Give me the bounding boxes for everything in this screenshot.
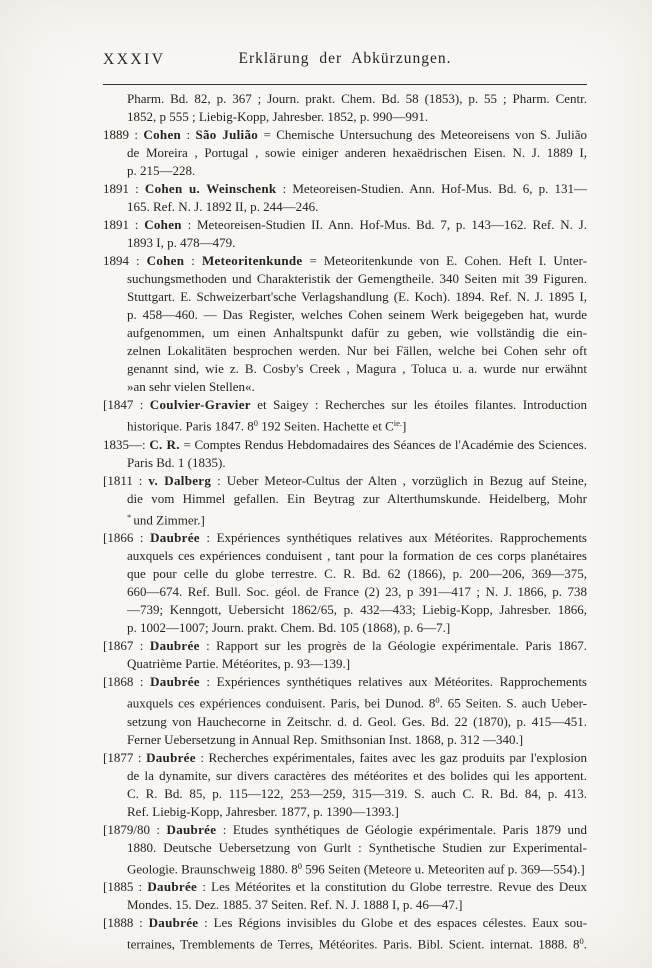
entry-line: 165. Ref. N. J. 1892 II, p. 244—246.	[127, 199, 319, 214]
header-rule	[103, 84, 587, 85]
entry-line: [1885 : Daubrée : Les Météorites et la constitution du Globe terrestre. Revue des Deux	[103, 879, 587, 894]
entry-line: aufgenommen, um einen Anhaltspunkt dafür zu geben, wie vollständig die ein-	[127, 325, 587, 340]
entry-line: Pharm. Bd. 82, p. 367 ; Journ. prakt. Chem. Bd. 58 (1853), p. 55 ; Pharm. Centr.	[127, 91, 587, 106]
bibliography-entry	[103, 396, 587, 436]
entry-line: [1879/80 : Daubrée : Etudes synthétiques de Géologie expérimentale. Paris 1879 und	[103, 821, 587, 837]
bibliography-entry	[103, 436, 587, 472]
entry-line: Quatrième Partie. Météorites, p. 93—139.]	[127, 656, 351, 671]
entry-line: [1867 : Daubrée : Rapport sur les progrès de la Géologie expérimentale. Paris 1867.	[103, 638, 587, 653]
entry-line: 1889 : Cohen : São Julião = Chemische Untersuchung des Meteoreisens von S. Julião	[103, 127, 587, 142]
entry-line: 660—674. Ref. Bull. Soc. géol. de France (2) 23, p 391—417 ; N. J. 1866, p. 738	[127, 584, 587, 599]
entry-line: auxquels ces expériences conduisent , tant pour la formation de ces corps planétaires	[127, 548, 587, 563]
entry-line: terraines, Tremblements de Terres, Météorites. Paris. Bibl. Scient. internat. 1888. $8^0$.	[127, 936, 587, 952]
entry-line: Paris Bd. 1 (1835).	[127, 454, 226, 470]
bibliography-entries	[103, 90, 587, 954]
entry-line: [1888 : Daubrée : Les Régions invisibles du Globe et des espaces célestes. Eaux sou-	[103, 915, 587, 930]
page-title: Erklärung der Abkürzungen.	[238, 50, 452, 67]
entry-line: que pour celle du globe terrestre. C. R. Bd. 62 (1866), p. 200—206, 369—375,	[127, 566, 587, 581]
bibliography-entry	[103, 252, 587, 396]
entry-line: [1877 : Daubrée : Recherches expérimentales, faites avec les gaz produits par l'explosion	[103, 749, 587, 765]
entry-line: [1866 : Daubrée : Expériences synthétiques relatives aux Météorites. Rapprochements	[103, 530, 587, 545]
bibliography-entry	[103, 637, 587, 673]
bibliography-entry	[103, 216, 587, 252]
entry-line: [1811 : v. Dalberg : Ueber Meteor-Cultus der Alten , vorzüglich in Bezug auf Steine,	[103, 472, 587, 488]
entry-line: 1891 : Cohen : Meteoreisen-Studien II. Ann. Hof-Mus. Bd. 7, p. 143—162. Ref. N. J.	[103, 217, 587, 232]
entry-line: 1852, p 555 ; Liebig-Kopp, Jahresber. 1852, p. 990—991.	[127, 109, 429, 124]
bibliography-entry	[103, 673, 587, 749]
entry-line: de la dynamite, sur divers caractères des météorites et des bolides qui les apportent.	[127, 767, 587, 783]
entry-line: Stuttgart. E. Schweizerbart'sche Verlagshandlung (E. Koch). 1894. Ref. N. J. 1895 I,	[127, 289, 587, 304]
entry-line: historique. Paris 1847. $8^0$ 192 Seiten. Hachette et $C^{ie.}$]	[127, 418, 407, 434]
entry-line: genannt sind, wie z. B. Cosby's Creek , Magura , Toluca u. a. wurde nur erwähnt	[127, 361, 587, 376]
entry-line: p. 1002—1007; Journ. prakt. Chem. Bd. 105 (1868), p. 6—7.]	[127, 620, 451, 635]
entry-line: * und Zimmer.]	[127, 511, 205, 527]
entry-line: Ref. Liebig-Kopp, Jahresber. 1877, p. 1390—1393.]	[127, 803, 399, 819]
entry-line: zelnen Lokalitäten besprochen werden. Nur bei Fällen, welche bei Cohen sehr oft	[127, 343, 587, 358]
bibliography-entry	[103, 472, 587, 530]
bibliography-entry	[103, 180, 587, 216]
entry-line: 1893 I, p. 478—479.	[127, 235, 236, 250]
entry-line: p. 215—228.	[127, 163, 196, 178]
entry-line: Ferner Uebersetzung in Annual Rep. Smithsonian Inst. 1868, p. 312 —340.]	[127, 731, 524, 747]
page-number: XXXIV	[103, 51, 166, 68]
bibliography-entry	[103, 878, 587, 914]
bibliography-entry	[103, 529, 587, 637]
entry-line: 1880. Deutsche Uebersetzung von Gurlt : Synthetische Studien zur Experimental-	[127, 839, 587, 855]
entry-line: die vom Himmel gefallen. Ein Beytrag zur Alterthumskunde. Heidelberg, Mohr	[127, 490, 587, 506]
page-header	[103, 50, 587, 76]
entry-line: setzung von Hauchecorne in Zeitschr. d. d. Geol. Ges. Bd. 22 (1870), p. 415—451.	[127, 713, 587, 729]
entry-line: [1868 : Daubrée : Expériences synthétiques relatives aux Météorites. Rapprochements	[103, 674, 587, 689]
bibliography-entry	[103, 749, 587, 821]
entry-line: Geologie. Braunschweig 1880. $8^0$ 596 Seiten (Meteore u. Meteoriten auf p. 369—554).]	[127, 860, 585, 876]
entry-line: 1891 : Cohen u. Weinschenk : Meteoreisen-Studien. Ann. Hof-Mus. Bd. 6, p. 131—	[103, 181, 587, 196]
bibliography-entry	[103, 914, 587, 954]
entry-line: de Moreira , Portugal , sowie einiger anderen hexaëdrischen Eisen. N. J. 1889 I,	[127, 145, 587, 160]
entry-line: C. R. Bd. 85, p. 115—122, 253—259, 315—319. S. auch C. R. Bd. 84, p. 413.	[127, 785, 587, 801]
entry-line: p. 458—460. — Das Register, welches Cohen seinem Werk beigegeben hat, wurde	[127, 307, 587, 322]
entry-line: auxquels ces expériences conduisent. Paris, bei Dunod. $8^0$. 65 Seiten. S. auch Ueber-	[127, 695, 587, 711]
bibliography-entry	[103, 90, 587, 126]
entry-line: Mondes. 15. Dez. 1885. 37 Seiten. Ref. N. J. 1888 I, p. 46—47.]	[127, 897, 463, 912]
bibliography-entry	[103, 821, 587, 879]
entry-line: 1894 : Cohen : Meteoritenkunde = Meteoritenkunde von E. Cohen. Heft I. Unter-	[103, 253, 587, 268]
bibliography-entry	[103, 126, 587, 180]
entry-line: [1847 : Coulvier-Gravier et Saigey : Recherches sur les étoiles filantes. Introduction	[103, 397, 587, 412]
entry-line: suchungsmethoden und Charakteristik der Gemengtheile. 340 Seiten mit 39 Figuren.	[127, 271, 587, 286]
entry-line: »an sehr vielen Stellen«.	[127, 379, 255, 394]
entry-line: 1835—: C. R. = Comptes Rendus Hebdomadaires des Séances de l'Académie des Sciences.	[103, 436, 587, 452]
entry-line: —739; Kenngott, Uebersicht 1862/65, p. 432—433; Liebig-Kopp, Jahresber. 1866,	[127, 602, 587, 617]
